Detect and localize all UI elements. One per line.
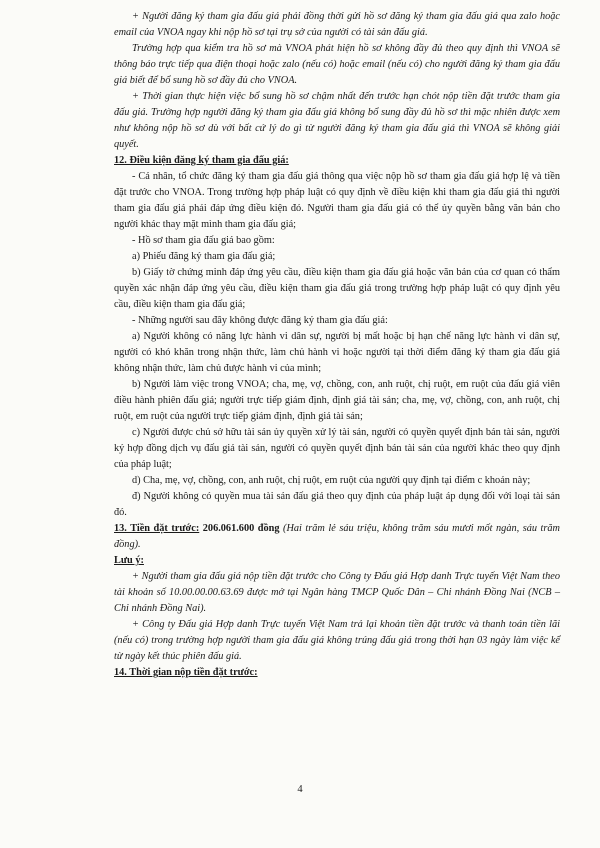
note-refund: + Công ty Đấu giá Hợp danh Trực tuyến Việt Nam trả lại khoản tiền đặt trước và thanh toán tiền lãi (nếu có) trong trường hợp người tham gia đấu giá không trúng đấu giá trong thời hạn 03 ngày làm việc kể từ ngày kết thúc phiên đấu giá. bbox=[114, 619, 560, 662]
section-12-heading: 12. Điều kiện đăng ký tham gia đấu giá: bbox=[114, 155, 289, 166]
page-number: 4 bbox=[297, 784, 303, 795]
deposit-amount-words: (Hai trăm lẻ sáu triệu, không trăm sáu mươi mốt ngàn, sáu trăm đồng). bbox=[114, 523, 560, 550]
section-12-paragraph: d) Cha, mẹ, vợ, chồng, con, anh ruột, chị ruột, em ruột của người quy định tại điểm c khoản này; bbox=[132, 475, 531, 486]
paragraph-supplement-deadline: + Thời gian thực hiện việc bổ sung hồ sơ chậm nhất đến trước hạn chót nộp tiền đặt trước tham gia đấu giá. Trường hợp người đăng ký tham gia đấu giá không bổ sung đầy đủ hồ sơ thì mặc nhiên được xem như không nộp hồ sơ dù với bất cứ lý do gì từ người đăng ký tham gia đấu giá thì VNOA sẽ không giải quyết. bbox=[114, 91, 560, 150]
section-12-paragraph: b) Giấy tờ chứng minh đáp ứng yêu cầu, điều kiện tham gia đấu giá hoặc văn bản của cơ quan có thẩm quyền xác nhận đáp ứng yêu cầu, điều kiện tham gia đấu giá trong trường hợp pháp luật có quy định yêu cầu, điều kiện tham gia đấu giá; bbox=[114, 267, 560, 310]
section-13-heading: 13. Tiền đặt trước: 206.061.600 đồng (Hai trăm lẻ sáu triệu, không trăm sáu mươi mốt ngàn, sáu trăm đồng). bbox=[114, 523, 560, 550]
paragraph-incomplete-dossier: Trường hợp qua kiểm tra hồ sơ mà VNOA phát hiện hồ sơ không đầy đủ theo quy định thì VNOA sẽ thông báo trực tiếp qua điện thoại hoặc zalo (nếu có) hoặc email (nếu có) cho người đăng ký tham gia đấu giá biết để bổ sung hồ sơ đầy đủ cho VNOA. bbox=[114, 43, 560, 86]
section-12-paragraph: c) Người được chủ sở hữu tài sản ủy quyền xử lý tài sản, người có quyền quyết định bán tài sản, người ký hợp đồng dịch vụ đấu giá tài sản, người có quyền quyết định bán tài sản của người khác theo quy định của pháp luật; bbox=[114, 427, 560, 470]
section-12-paragraph: a) Phiếu đăng ký tham gia đấu giá; bbox=[132, 251, 276, 262]
section-12-paragraph: - Hồ sơ tham gia đấu giá bao gồm: bbox=[132, 235, 275, 246]
section-12-paragraph: b) Người làm việc trong VNOA; cha, mẹ, vợ, chồng, con, anh ruột, chị ruột, em ruột của đấu giá viên điều hành phiên đấu giá; người trực tiếp giám định, định giá tài sản; cha, mẹ, vợ, chồng, con, anh ruột, chị ruột, em ruột của người trực tiếp giám định, định giá tài sản; bbox=[114, 379, 560, 422]
note-label: Lưu ý: bbox=[114, 555, 144, 566]
deposit-amount: 206.061.600 đồng bbox=[202, 523, 280, 534]
paragraph-submit-online: + Người đăng ký tham gia đấu giá phải đồng thời gửi hồ sơ đăng ký tham gia đấu giá qua zalo hoặc email của VNOA ngay khi nộp hồ sơ tại trụ sở của người có tài sản đấu giá. bbox=[114, 11, 560, 38]
section-12-paragraph: - Cá nhân, tổ chức đăng ký tham gia đấu giá thông qua việc nộp hồ sơ tham gia đấu giá hợp lệ và tiền đặt trước cho VNOA. Trong trường hợp pháp luật có quy định về điều kiện khi tham gia đấu giá thì người tham gia đấu giá phải đáp ứng điều kiện đó. Người tham gia đấu giá có thể ủy quyền bằng văn bản cho người khác thay mặt mình tham gia đấu giá; bbox=[114, 171, 560, 230]
section-12-paragraph: - Những người sau đây không được đăng ký tham gia đấu giá: bbox=[132, 315, 388, 326]
section-12-paragraph: a) Người không có năng lực hành vi dân sự, người bị mất hoặc bị hạn chế năng lực hành vi dân sự, người có khó khăn trong nhận thức, làm chủ hành vi hoặc người tại thời điểm đăng ký tham gia đấu giá không nhận thức, làm chủ được hành vi của mình; bbox=[114, 331, 560, 374]
note-bank-account: + Người tham gia đấu giá nộp tiền đặt trước cho Công ty Đấu giá Hợp danh Trực tuyến Việt Nam theo tài khoản số 10.00.00.00.63.69 được mở tại Ngân hàng TMCP Quốc Dân – Chi nhánh Đồng Nai (NCB – Chi nhánh Đồng Nai). bbox=[114, 571, 560, 614]
section-14-heading: 14. Thời gian nộp tiền đặt trước: bbox=[114, 667, 258, 678]
section-12-paragraph: đ) Người không có quyền mua tài sản đấu giá theo quy định của pháp luật áp dụng đối với loại tài sản đó. bbox=[114, 491, 560, 518]
